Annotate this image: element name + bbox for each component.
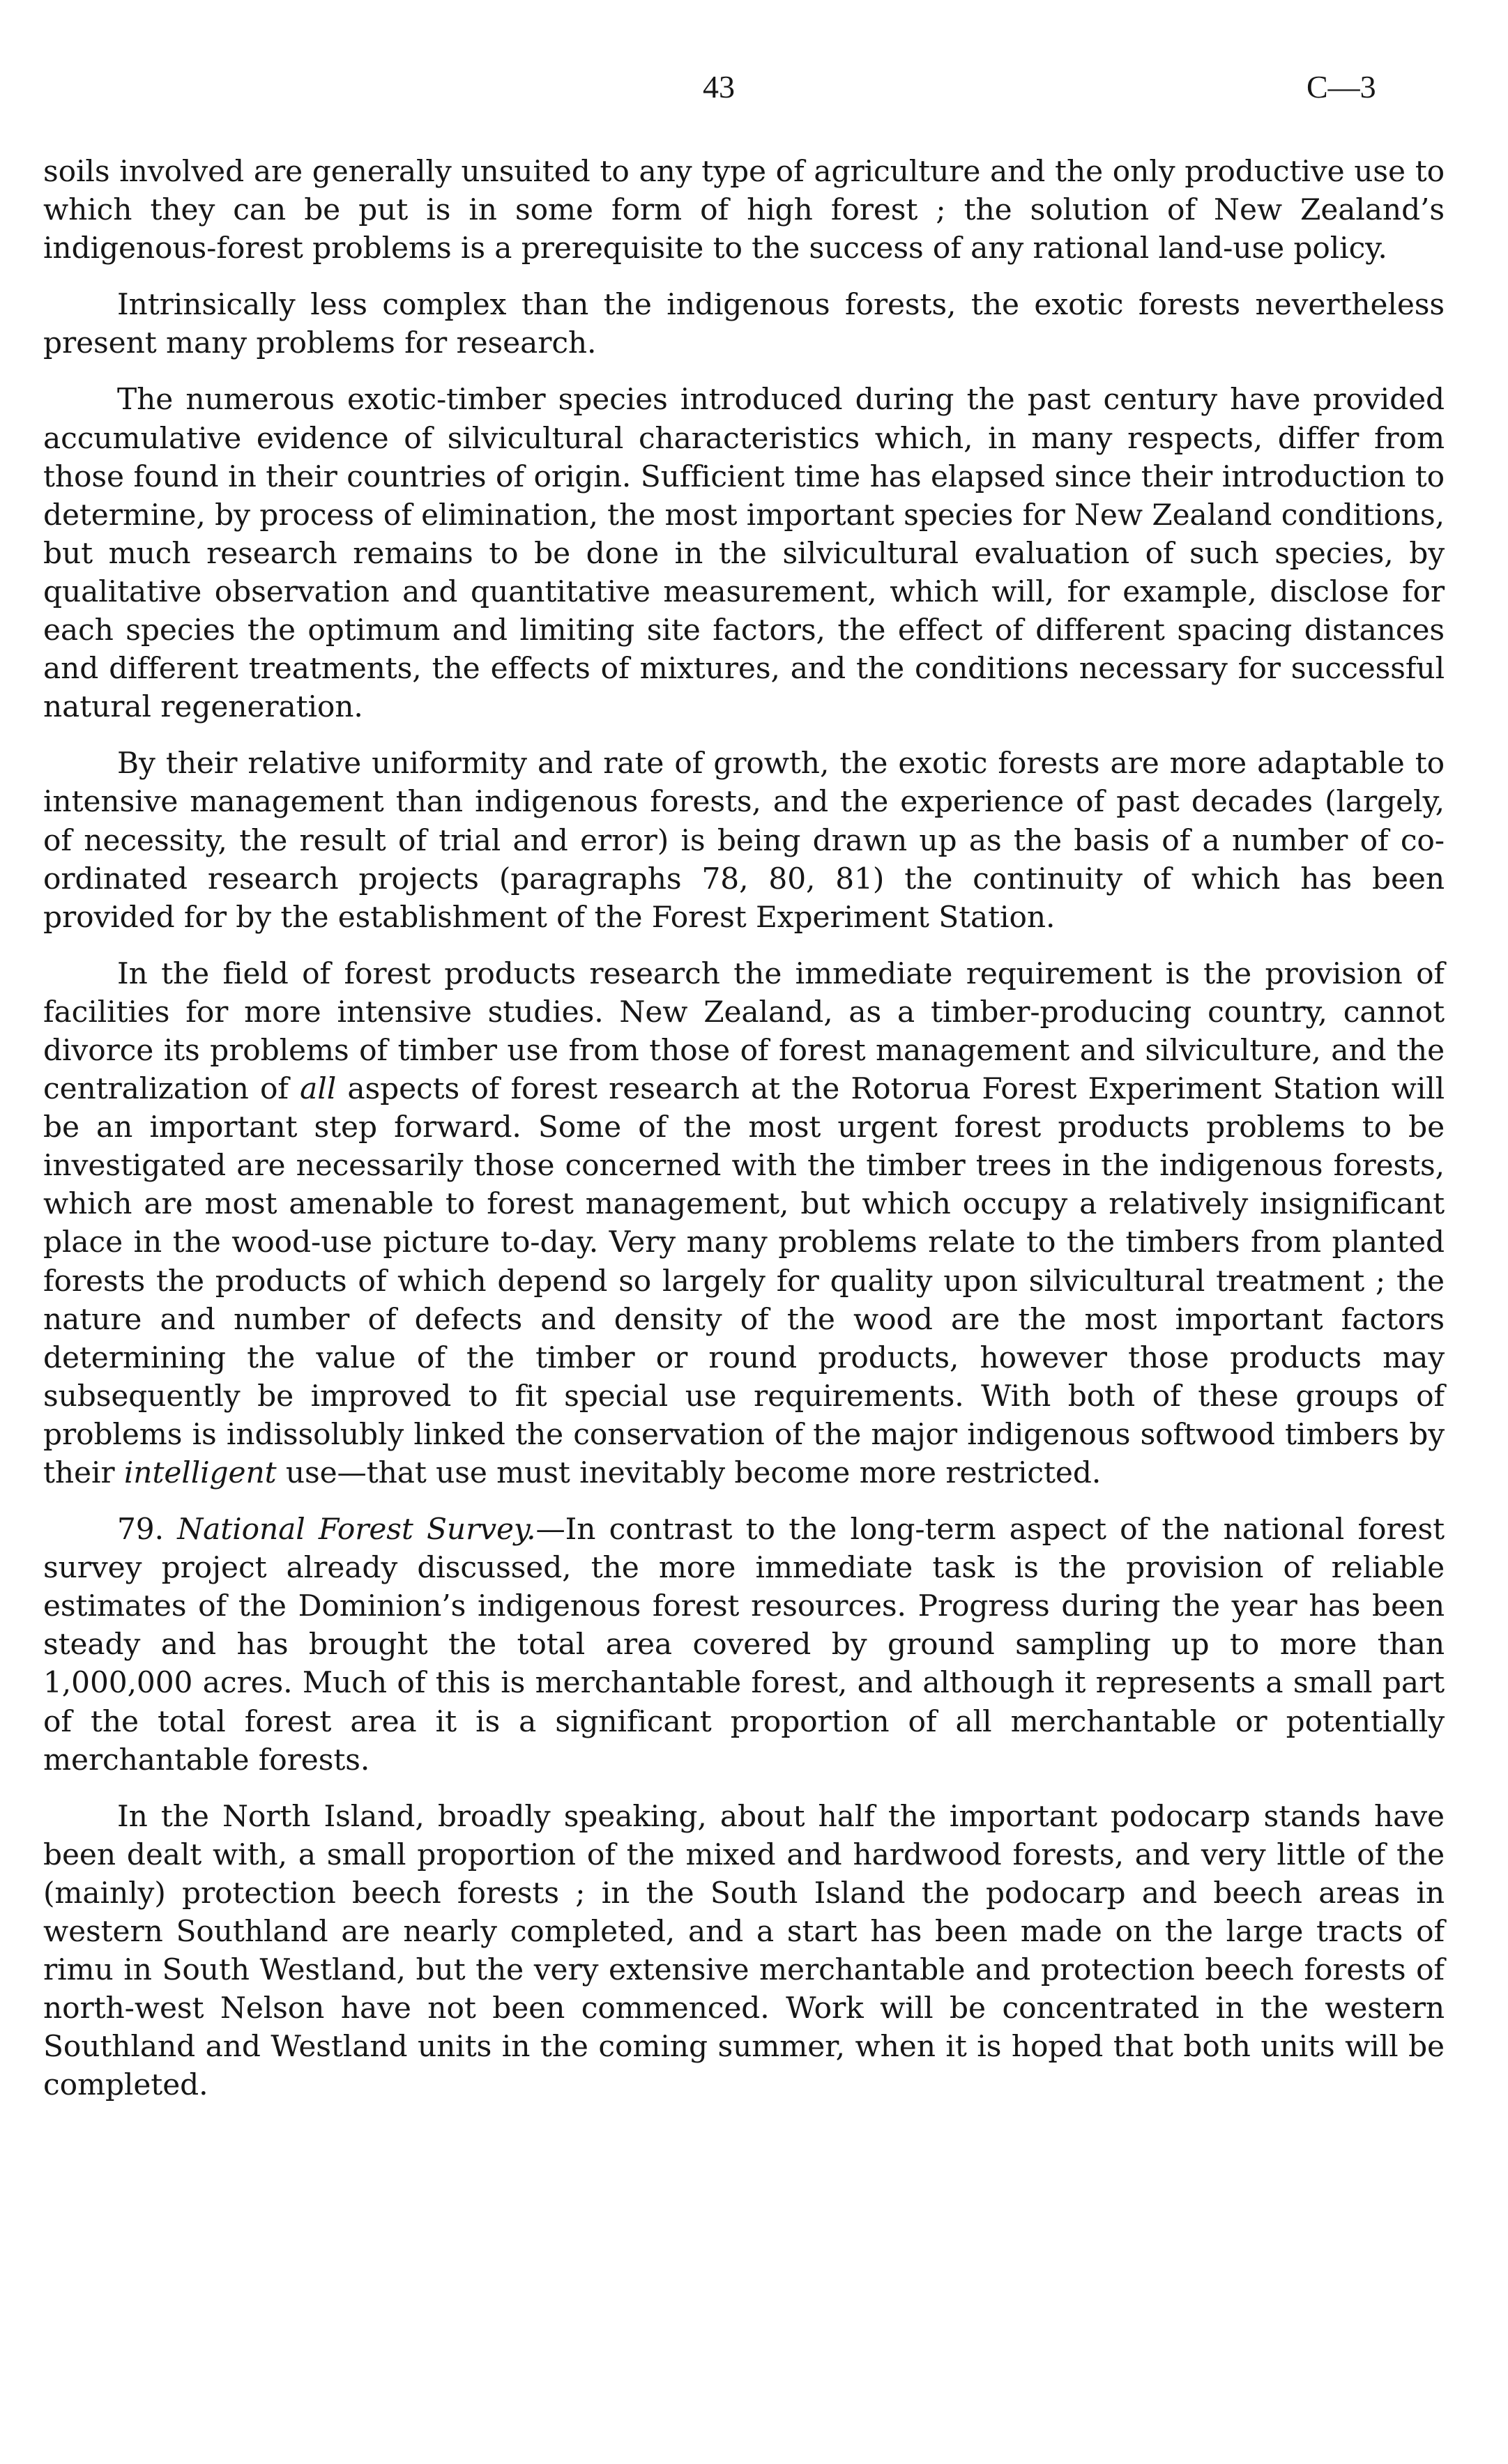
paragraph-text-segment: use—that use must inevitably become more restricted. [276, 1455, 1102, 1490]
paragraph-exotic-forests-intro: Intrinsically less complex than the indigenous forests, the exotic forests nevertheless present many problems for research. [43, 287, 1445, 360]
page-header [0, 68, 1508, 110]
document-reference: C—3 [1307, 69, 1376, 105]
paragraph-text-segment: aspects of forest research at the Rotorua Forest Experiment Station will be an important step forward. Some of the most urgent forest products problems to be investigated are necessarily those concerned with the timber trees in the indigenous forests, which are most amenable to forest management, but which occupy a relatively insignificant place in the wood-use picture to-day. Very many problems relate to the timbers from planted forests the products of which depend so largely for quality upon silvicultural treatment ; the nature and number of defects and density of the wood are the most important factors determining the value of the timber or round products, however those products may subsequently be improved to fit special use requirements. With both of these groups of problems is indissolubly linked the conservation of the major indigenous softwood timbers by their [43, 1071, 1445, 1490]
paragraph-relative-uniformity: By their relative uniformity and rate of growth, the exotic forests are more adaptable to intensive management than indigenous forests, and the experience of past decades (largely, of necessity, the result of trial and error) is being drawn up as the basis of a number of co-ordinated research projects (paragraphs 78, 80, 81) the continuity of which has been provided for by the establishment of the Forest Experiment Station. [43, 746, 1445, 934]
section-title: National Forest Survey. [177, 1512, 536, 1547]
emphasis-all: all [300, 1071, 337, 1106]
paragraph-text-segment: In the field of forest products research the immediate requirement is the provision of facilities for more intensive studies. New Zealand, as a timber-producing country, cannot divorce its problems of timber use from those of forest management and silviculture, and the centralization of [43, 956, 1445, 1106]
paragraph-exotic-timber-species: The numerous exotic-timber species introduced during the past century have provided accumulative evidence of silvicultural characteristics which, in many respects, differ from those found in their countries of origin. Sufficient time has elapsed since their introduction to determine, by process of elimination, the most important species for New Zealand conditions, but much research remains to be done in the silvicultural evaluation of such species, by qualitative observation and quantitative measurement, which will, for example, disclose for each species the optimum and limiting site factors, the effect of different spacing distances and different treatments, the effects of mixtures, and the conditions necessary for successful natural regeneration. [43, 382, 1445, 724]
body-text [43, 152, 1445, 2122]
paragraph-national-forest-survey [43, 1510, 1445, 1779]
paragraph-forest-products-research [43, 954, 1445, 1492]
paragraph-text-segment: —In contrast to the long-term aspect of the national forest survey project already discussed, the more immediate task is the provision of reliable estimates of the Dominion’s indigenous forest resources. Progress during the year has been steady and has brought the total area covered by ground sampling up to more than 1,000,000 acres. Much of this is merchantable forest, and although it represents a small part of the total forest area it is a significant proportion of all merchantable or potentially merchantable forests. [43, 1512, 1445, 1777]
section-number: 79. [117, 1512, 164, 1547]
paragraph-continued: soils involved are generally unsuited to any type of agriculture and the only productive use to which they can be put is in some form of high forest ; the solution of New Zealand’s indigenous-forest problems is a prerequisite to the success of any rational land-use policy. [43, 154, 1445, 266]
page-number: 43 [703, 69, 735, 105]
paragraph-north-island: In the North Island, broadly speaking, about half the important podocarp stands have been dealt with, a small proportion of the mixed and hardwood forests, and very little of the (mainly) protection beech forests ; in the South Island the podocarp and beech areas in western Southland are nearly completed, and a start has been made on the large tracts of rimu in South Westland, but the very extensive merchantable and protection beech forests of north-west Nelson have not been commenced. Work will be concentrated in the western Southland and Westland units in the coming summer, when it is hoped that both units will be completed. [43, 1798, 1445, 2102]
emphasis-intelligent: intelligent [123, 1455, 277, 1490]
